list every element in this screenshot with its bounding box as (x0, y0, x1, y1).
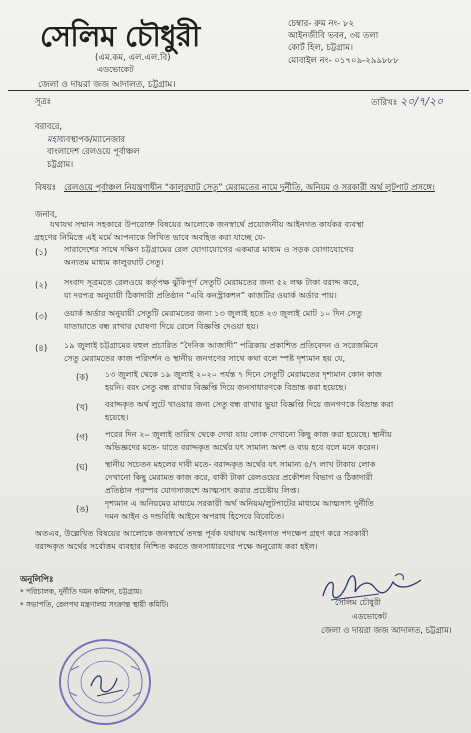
mobile-line: মোবাইল নং- ০১৭০৯-২৯৯৮৮৮ (288, 55, 399, 66)
cc-heading: অনুলিপিঃ (20, 574, 54, 584)
sub-list-item (105, 497, 432, 523)
subitem-line: দেখানো কিছু মেরামত কাজ করে, বাকী টাকা রেলওয়ের প্রকৌশল বিভাগ ও ঠিকাদারী (105, 472, 373, 483)
subitem-line: হয়নি। বরং সেতু বন্ধ রাখার বিজ্ঞপ্তি দিয়ে জনসাধারণকে বিভ্রান্ত করা হয়েছে। (105, 382, 347, 393)
building-line: আইনজীবি ভবন, ৩য় তলা (288, 31, 379, 42)
item-number: (৩) (35, 312, 48, 322)
subitem-line: বরাদ্দকৃত অর্থ লুটে খাওয়ার জন্য সেতু বন্ধ রাখার ভুয়া বিজ্ঞপ্তি দিয়ে জনগণকে বিভ্রান্ত করা (105, 399, 394, 409)
item-line: যা দরপত্র অনুযায়ী ঠিকাদারী প্রতিষ্ঠান “এবি কনস্ট্রাকশন” কাজটির ওয়ার্ক অর্ডার পায়। (64, 290, 337, 301)
item-line: অন্যতম মাধ্যম কালুরঘাট সেতু। (64, 257, 164, 268)
letterhead-court: জেলা ও দায়রা জজ আদালত, চট্টগ্রাম। (38, 80, 176, 90)
subject-block (35, 181, 440, 194)
recipient-position-prefix: মহা (47, 133, 59, 144)
letterhead-degrees: (এম.কম, এল.এল.বি) (95, 53, 171, 63)
cc-item: * সভাপতি, রেলপথ মন্ত্রণালয় সংক্রান্ত স্থায়ী কমিটি। (20, 600, 169, 609)
subitem-number: (ক) (76, 372, 89, 382)
intro-line: গ্রহণের নিমিত্তে এই মর্মে আপনাকে লিখিত ভাবে অবহিত করা যাচ্ছে যে- (34, 232, 266, 243)
list-item (64, 243, 432, 269)
area-line: কোর্ট হিল, চট্টগ্রাম। (288, 43, 354, 54)
header-divider (8, 90, 469, 91)
sub-list-item (105, 458, 432, 497)
recipient-org: বাংলাদেশ রেলওয়ে পূর্বাঞ্চল (47, 146, 140, 157)
item-number: (৪) (35, 344, 48, 354)
subitem-line: দৃশ্যমান এ অনিয়মের মাধ্যমে সরকারী অর্থ অনিয়ম/লুটপাটের মাধ্যমে আত্মসাৎ দুর্নীতি (105, 498, 374, 508)
item-line: সেতু মেরামতের কাজ পরিদর্শন ও স্থানীয় জনগণের সাথে কথা বলে স্পষ্ট দৃশ্যমান হয় যে, (64, 353, 346, 364)
recipient-block (35, 120, 139, 170)
subitem-number: (ঙ) (76, 504, 89, 514)
letterhead-title: এডভোকেট (97, 65, 134, 74)
subitem-line: হয়েছে। (105, 412, 129, 423)
list-item (64, 307, 432, 333)
subitem-line: প্রতিষ্ঠান পরস্পর যোগসাজশে আত্মসাৎ করার প্রচেষ্টায় লিপ্ত। (105, 485, 300, 496)
sub-list-item (105, 368, 432, 394)
subitem-line: দমন আইন ও দন্ডবিধি আইনে অপরাধ হিসেবে বিবেচিত। (105, 511, 285, 522)
recipient-position: ব্যবস্থাপক/ম্যানেজার (58, 133, 125, 144)
subitem-number: (ঘ) (76, 462, 88, 472)
date-field (371, 93, 443, 112)
intro-paragraph (34, 218, 364, 244)
item-line: সংবাদ সূত্রমতে রেলওয়ে কর্তৃপক্ষ ঝুঁকিপূর্ণ সেতুটি মেরামতের জন্য ৫২ লক্ষ টাকা বরাদ্দ করে, (64, 277, 360, 287)
subject-text: রেলওয়ে পূর্বাঞ্চল নিয়ন্ত্রণাধীন “কালুরঘাট সেতু” মেরামতের নামে দুর্নীতি, অনিয়ম ও সরকারী অর্থ লুটপাট প্রসঙ্গে। (64, 182, 435, 192)
subitem-line: স্থানীয় সচেতন মহলের দাবী মতে- বরাদ্দকৃত অর্থের যৎ সামান্য ৫/৭ লাখ টাকায় লোক (105, 459, 376, 469)
closing-paragraph (35, 527, 445, 553)
sub-list-item (105, 428, 432, 454)
sub-list-item (105, 398, 432, 424)
subitem-line: ১৩ জুলাই থেকে ১৯ জুলাই ২০২০ পর্যন্ত ৭ দিনে সেতুটি মেরামতের দৃশ্যমান কোন কাজ (105, 369, 382, 379)
closing-line: বরাদ্দকৃত অর্থের সর্বোত্তম ব্যবহার নিশ্চিত করতে জনসাধারণের পক্ষে অনুরোধ করা হইল। (35, 541, 318, 552)
item-line: সারাদেশের সাথে দক্ষিণ চট্টগ্রামের রেল যোগাযোগের একমাত্র মাধ্যম ও সড়ক যোগাযোগের (64, 244, 354, 254)
intro-line: যথাযথ সম্মান সহকারে উপরোক্ত বিষয়ের আলোকে জনস্বার্থে প্রয়োজনীয় আইনগত কার্যকর ব্যবস্থা (50, 219, 364, 229)
item-line: ১৯ জুলাই চট্টগ্রামের বহুল প্রচারিত “দৈনিক আজাদী” পত্রিকায় প্রকাশিত প্রতিবেদন ও সরেজমিনে (64, 340, 379, 350)
item-number: (২) (35, 281, 48, 291)
recipient-position-line (35, 133, 139, 146)
subitem-line: পরের দিন ২০ জুলাই তারিখ থেকে দেখা যায় লোক দেখানো কিছু কাজ করা হয়েছে। স্থানীয় (105, 429, 392, 439)
chamber-line: চেম্বার- রুম নং- ৮২ (288, 19, 355, 29)
salutation: জনাব, (35, 209, 58, 219)
item-number: (১) (35, 248, 48, 258)
closing-line: অতএব, উল্লেখিত বিষয়ের আলোকে জনস্বার্থে তদন্ত পূর্বক যথাযথ আইনগত পদক্ষেপ গ্রহণ করে সরকারী (35, 528, 369, 538)
letterhead-name: সেলিম চৌধুরী (40, 19, 200, 53)
subitem-line: অভিজ্ঞদের মতে- যাতে বরাদ্দকৃত অর্থের যৎ সামান্য অংশ ও ব্যয় হবে বলে মনে করেন। (105, 442, 379, 453)
reference-label: সূত্রঃ (35, 96, 52, 106)
subject-label: বিষয়ঃ (35, 182, 57, 192)
recipient-to: বরাবরে, (35, 121, 62, 131)
item-line: ওয়ার্ক অর্ডার অনুযায়ী সেতুটি মেরামতের জন্য ১৩ জুলাই হতে ২৩ জুলাই মোট ১০ দিন সেতু (64, 308, 362, 318)
recipient-city: চট্টগ্রাম। (47, 158, 74, 169)
signatory-court: জেলা ও দায়রা জজ আদালত, চট্টগ্রাম। (321, 625, 452, 635)
office-seal-stamp (57, 636, 153, 728)
signatory-title: এডভোকেট (352, 612, 387, 621)
letterhead-contact (288, 18, 399, 67)
list-item (64, 339, 432, 365)
item-line: যাতায়াতে বন্ধ রাখার ঘোষণা দিয়ে রেলে বিজ্ঞপ্তি দেওয়া হয়। (64, 321, 259, 332)
cc-item: * পরিচালক, দুর্নীতি দমন কমিশন, চট্টগ্রাম। (20, 587, 142, 596)
list-item (64, 276, 432, 302)
signatory-name: সেলিম চৌধুরী (335, 597, 381, 607)
date-value: ২০/৭/২০ (400, 95, 444, 108)
date-label: তারিখঃ (371, 98, 398, 108)
subitem-number: (খ) (76, 402, 89, 412)
subitem-number: (গ) (76, 432, 89, 442)
